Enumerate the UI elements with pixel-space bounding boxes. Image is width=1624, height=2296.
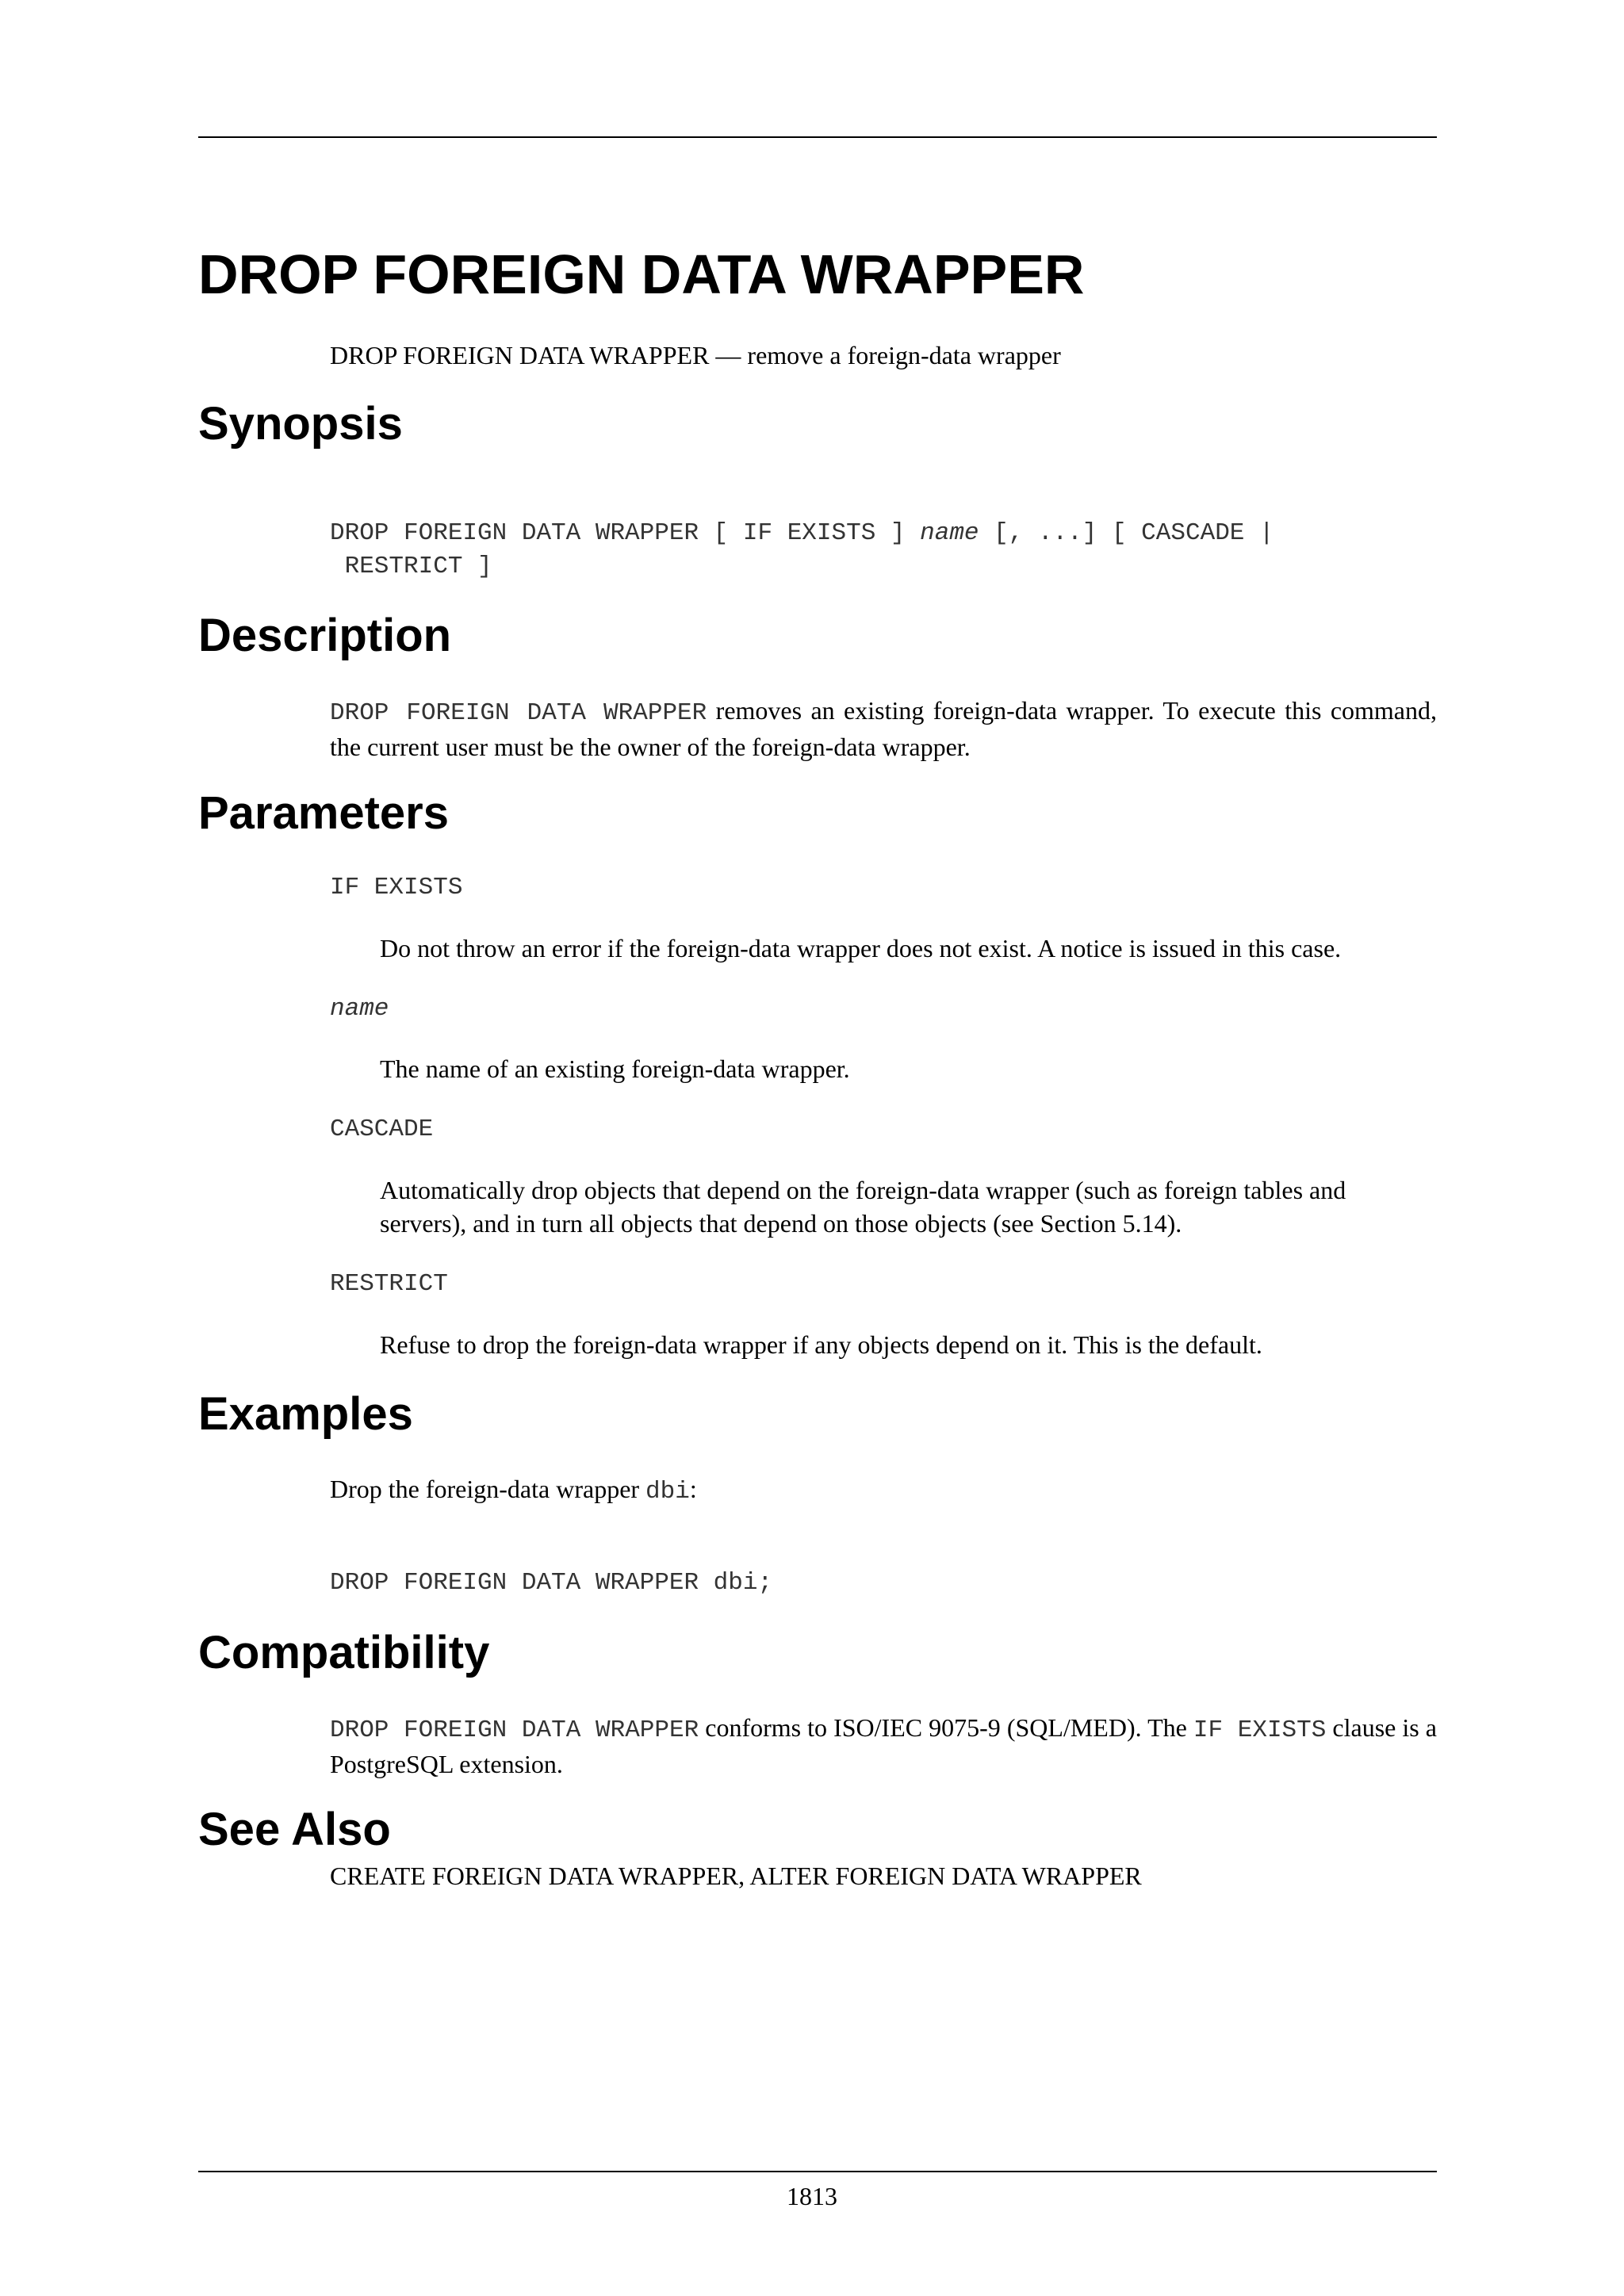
- description-command: DROP FOREIGN DATA WRAPPER: [330, 699, 707, 727]
- page-number: 1813: [787, 2182, 837, 2210]
- synopsis-name-param: name: [920, 519, 979, 547]
- param-desc-if-exists: Do not throw an error if the foreign-data wrapper does not exist. A notice is issued in this case.: [380, 934, 1342, 962]
- examples-heading: Examples: [198, 1388, 413, 1440]
- param-term-name: name: [330, 995, 389, 1023]
- param-desc-cascade: Automatically drop objects that depend on the foreign-data wrapper (such as foreign tables and servers), and in turn all objects that depend on those objects (see Section 5.14).: [380, 1176, 1346, 1238]
- header-rule: [198, 136, 1437, 138]
- param-term-if-exists: IF EXISTS: [330, 874, 463, 901]
- compatibility-code: IF EXISTS: [1193, 1716, 1327, 1744]
- param-desc-name: The name of an existing foreign-data wrapper.: [380, 1054, 850, 1083]
- synopsis-heading: Synopsis: [198, 398, 403, 450]
- description-body: removes an existing foreign-data wrapper. To execute this command, the current user must be the owner of the foreign-data wrapper.: [330, 696, 1438, 761]
- examples-code: DROP FOREIGN DATA WRAPPER dbi;: [330, 1569, 773, 1597]
- see-also-links[interactable]: CREATE FOREIGN DATA WRAPPER, ALTER FOREIGN DATA WRAPPER: [330, 1862, 1142, 1890]
- synopsis-line1-a: DROP FOREIGN DATA WRAPPER [ IF EXISTS ]: [330, 519, 921, 547]
- compatibility-command: DROP FOREIGN DATA WRAPPER: [330, 1716, 699, 1744]
- compatibility-text-2: clause is a PostgreSQL extension.: [330, 1713, 1438, 1778]
- param-term-cascade: CASCADE: [330, 1115, 434, 1143]
- parameters-heading: Parameters: [198, 787, 449, 839]
- param-term-restrict: RESTRICT: [330, 1270, 448, 1298]
- param-desc-restrict: Refuse to drop the foreign-data wrapper if any objects depend on it. This is the default.: [380, 1330, 1262, 1359]
- examples-intro-text: Drop the foreign-data wrapper: [330, 1475, 646, 1503]
- compatibility-text-1: conforms to ISO/IEC 9075-9 (SQL/MED). The: [699, 1713, 1193, 1742]
- compatibility-text: [330, 1711, 1437, 1781]
- examples-intro: [330, 1472, 1437, 1509]
- synopsis-line1-b: [, ...] [ CASCADE |: [979, 519, 1274, 547]
- description-heading: Description: [198, 610, 452, 661]
- examples-intro-end: :: [689, 1475, 697, 1503]
- refpurpose: DROP FOREIGN DATA WRAPPER — remove a foreign-data wrapper: [330, 341, 1061, 369]
- examples-intro-code: dbi: [645, 1478, 690, 1506]
- footer-rule: [198, 2171, 1437, 2172]
- see-also-heading: See Also: [198, 1804, 391, 1855]
- page-title: DROP FOREIGN DATA WRAPPER: [198, 243, 1085, 305]
- description-text: [330, 694, 1437, 763]
- synopsis-code: [330, 517, 1437, 584]
- synopsis-line2: RESTRICT ]: [330, 553, 492, 580]
- compatibility-heading: Compatibility: [198, 1627, 490, 1678]
